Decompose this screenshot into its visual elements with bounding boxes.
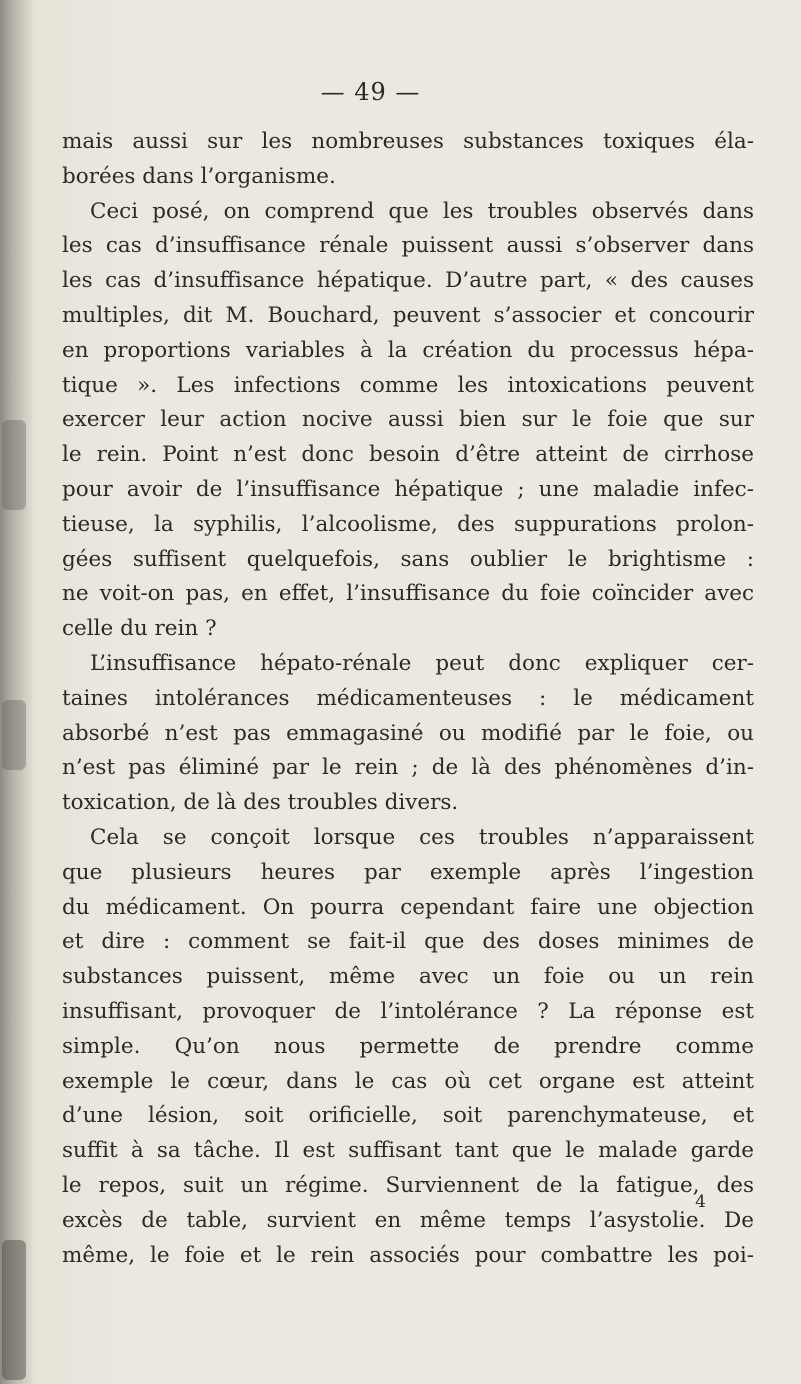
text-line: celle du rein ? [62, 616, 217, 642]
text-line: du médicament. On pourra cependant faire une objection [62, 894, 754, 920]
binding-stain [2, 1240, 26, 1380]
body-text [62, 125, 754, 1273]
text-line: toxication, de là des troubles divers. [62, 790, 459, 816]
text-line: exemple le cœur, dans le cas où cet organe est atteint [62, 1068, 754, 1094]
text-line: simple. Qu’on nous permette de prendre comme [62, 1033, 754, 1059]
text-line: les cas d’insuffisance rénale puissent aussi s’observer dans [62, 233, 754, 259]
signature-mark: 4 [695, 1192, 706, 1212]
text-line: ne voit-on pas, en effet, l’insuffisance du foie coïncider avec [62, 581, 754, 607]
text-line: le repos, suit un régime. Surviennent de la fatigue, des [62, 1172, 754, 1198]
binding-stain [2, 700, 26, 770]
binding-stain [2, 420, 26, 510]
text-line: pour avoir de l’insuffisance hépatique ; une maladie infec- [62, 476, 754, 502]
text-line: mais aussi sur les nombreuses substances toxiques éla- [62, 129, 754, 154]
text-line: Cela se conçoit lorsque ces troubles n’apparaissent [90, 824, 754, 850]
text-line: d’une lésion, soit orificielle, soit parenchymateuse, et [62, 1103, 754, 1129]
text-line: que plusieurs heures par exemple après l’ingestion [62, 859, 754, 885]
text-line: excès de table, survient en même temps l’asystolie. De [62, 1207, 754, 1233]
text-line: gées suffisent quelquefois, sans oublier le brightisme : [62, 546, 754, 572]
text-line: même, le foie et le rein associés pour combattre les poi- [62, 1242, 754, 1268]
text-line: borées dans l’organisme. [62, 163, 336, 189]
binding-shadow [0, 0, 34, 1384]
text-line: n’est pas éliminé par le rein ; de là des phénomènes d’in- [62, 755, 754, 781]
text-line: et dire : comment se fait-il que des doses minimes de [62, 929, 754, 955]
text-line: en proportions variables à la création du processus hépa- [62, 337, 754, 363]
text-line: tieuse, la syphilis, l’alcoolisme, des suppurations prolon- [62, 511, 754, 537]
text-line: insuffisant, provoquer de l’intolérance ? La réponse est [62, 998, 754, 1024]
text-line: absorbé n’est pas emmagasiné ou modifié par le foie, ou [62, 720, 754, 746]
text-line: L’insuffisance hépato-rénale peut donc expliquer cer- [90, 650, 754, 676]
text-line: exercer leur action nocive aussi bien sur le foie que sur [62, 407, 754, 433]
text-line: tique ». Les infections comme les intoxications peuvent [62, 372, 754, 398]
text-line: multiples, dit M. Bouchard, peuvent s’associer et concourir [62, 302, 754, 328]
text-line: les cas d’insuffisance hépatique. D’autre part, « des causes [62, 268, 754, 294]
text-line: Ceci posé, on comprend que les troubles observés dans [90, 198, 754, 224]
text-line: taines intolérances médicamenteuses : le médicament [62, 685, 754, 711]
page-number: — 49 — [320, 78, 421, 106]
text-line: suffit à sa tâche. Il est suffisant tant que le malade garde [62, 1138, 754, 1164]
text-line: substances puissent, même avec un foie ou un rein [62, 964, 754, 990]
text-line: le rein. Point n’est donc besoin d’être atteint de cirrhose [62, 442, 754, 468]
